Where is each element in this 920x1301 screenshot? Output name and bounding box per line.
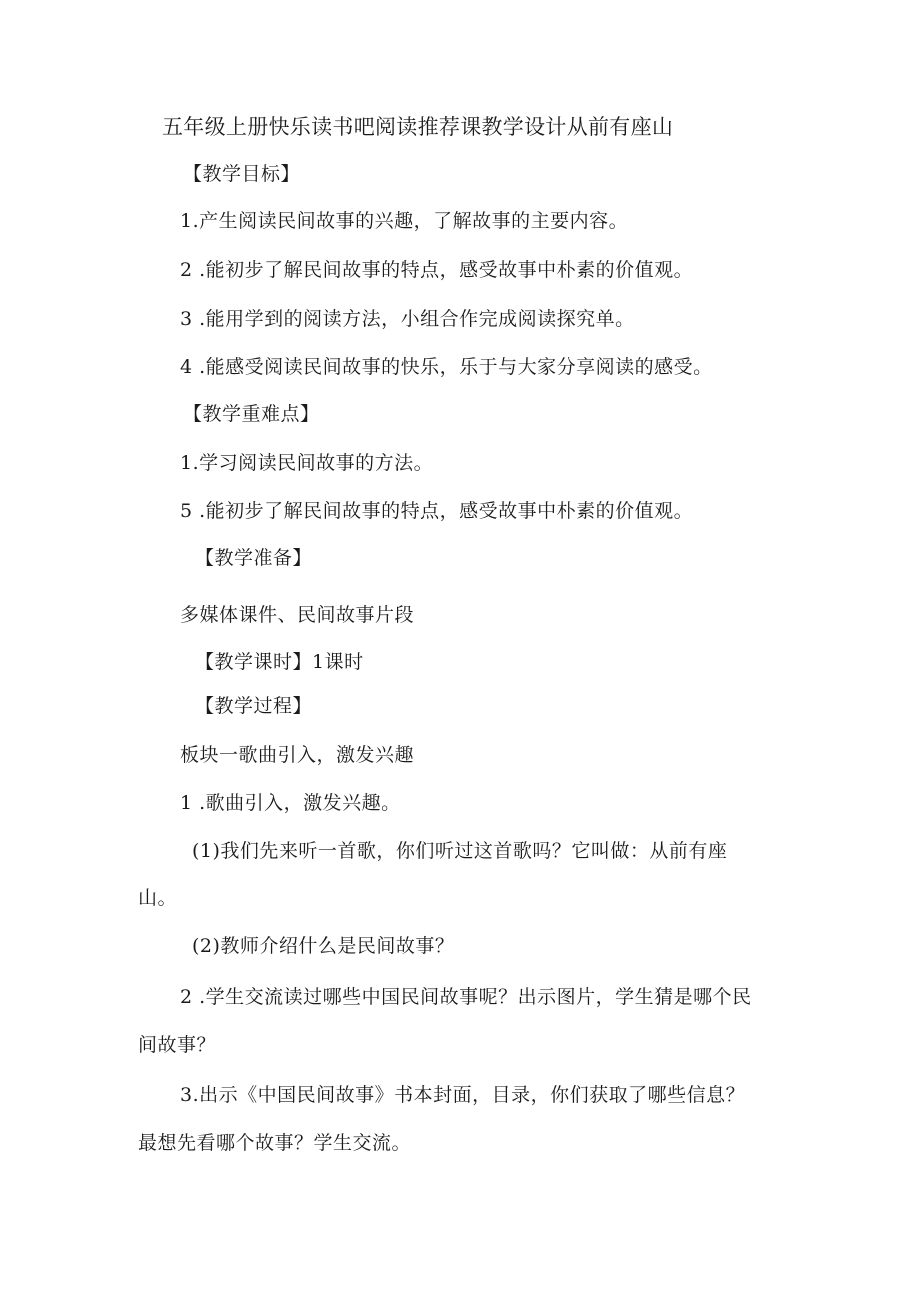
step2-line2: 间故事？ (138, 1034, 217, 1056)
objective-item-2: 2 .能初步了解民间故事的特点，感受故事中朴素的价值观。 (180, 259, 694, 281)
objective-item-4: 4 .能感受阅读民间故事的快乐，乐于与大家分享阅读的感受。 (180, 356, 713, 378)
step1-sub1-line1: (1)我们先来听一首歌，你们听过这首歌吗？它叫做：从前有座 (192, 840, 728, 862)
step3-line1: 3.出示《中国民间故事》书本封面，目录，你们获取了哪些信息？ (180, 1084, 746, 1106)
key-point-item-2: 5 .能初步了解民间故事的特点，感受故事中朴素的价值观。 (180, 500, 694, 522)
step2-line1: 2 .学生交流读过哪些中国民间故事呢？出示图片，学生猜是哪个民 (180, 986, 752, 1008)
process-heading: 【教学过程】 (195, 695, 313, 717)
objectives-heading: 【教学目标】 (183, 163, 301, 185)
step1: 1 .歌曲引入，激发兴趣。 (180, 792, 401, 814)
block1-title: 板块一歌曲引入，激发兴趣 (180, 744, 415, 766)
preparation-text: 多媒体课件、民间故事片段 (180, 604, 415, 626)
document-title: 五年级上册快乐读书吧阅读推荐课教学设计从前有座山 (162, 115, 674, 139)
key-points-heading: 【教学重难点】 (183, 403, 320, 425)
step1-sub1-line2: 山。 (138, 887, 178, 909)
objective-item-1: 1.产生阅读民间故事的兴趣，了解故事的主要内容。 (180, 210, 629, 232)
step1-sub2: (2)教师介绍什么是民间故事？ (192, 935, 455, 957)
preparation-heading: 【教学准备】 (195, 547, 313, 569)
class-hours: 【教学课时】1课时 (195, 651, 364, 673)
objective-item-3: 3 .能用学到的阅读方法，小组合作完成阅读探究单。 (180, 308, 635, 330)
step3-line2: 最想先看哪个故事？学生交流。 (138, 1132, 412, 1154)
key-point-item-1: 1.学习阅读民间故事的方法。 (180, 452, 434, 474)
